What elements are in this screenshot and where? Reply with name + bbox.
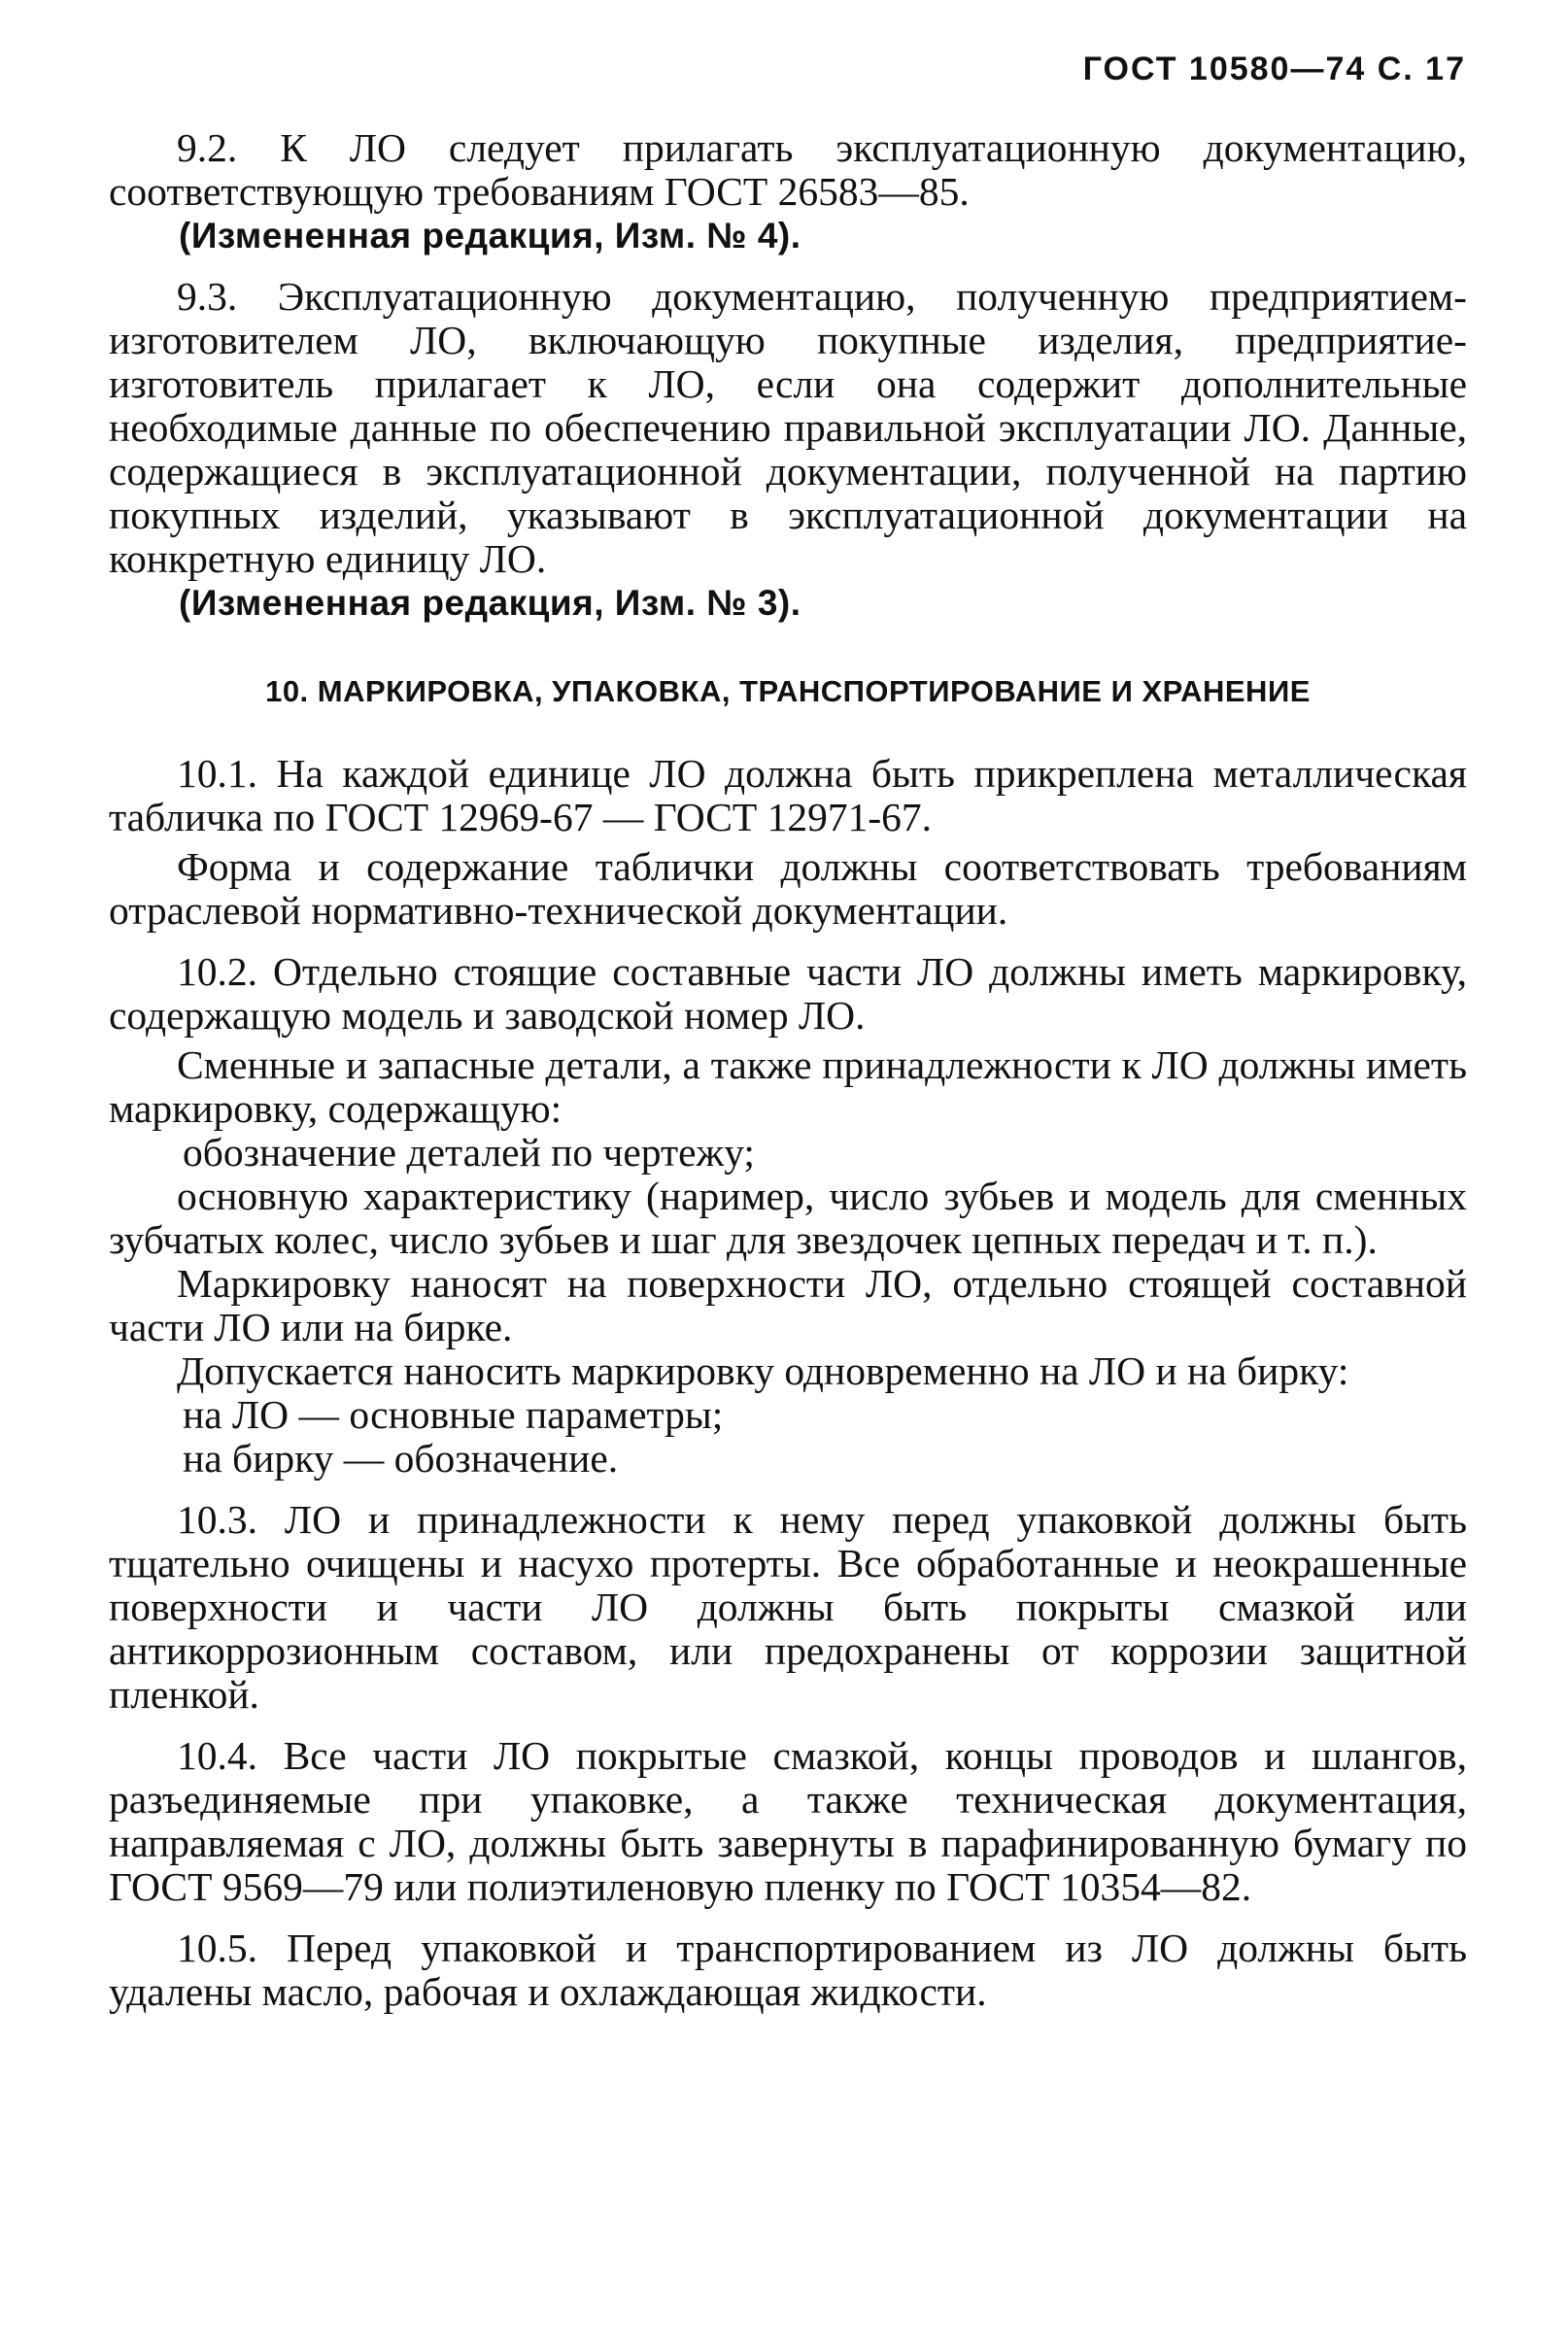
section-10-title: 10. МАРКИРОВКА, УПАКОВКА, ТРАНСПОРТИРОВАНИЕ И ХРАНЕНИЕ (265, 674, 1311, 708)
change-note-9-2: (Измененная редакция, Изм. № 4). (179, 216, 801, 256)
clause-10-2-item-parameters: на ЛО — основные параметры; (183, 1392, 724, 1437)
clause-9-2: 9.2. К ЛО следует прилагать эксплуатационную документацию, соответствующую требованиям ГОСТ 26583—85. (109, 125, 1467, 214)
clause-10-2-marking-place: Маркировку наносят на поверхности ЛО, отдельно стоящей составной части ЛО или на бирке. (109, 1261, 1467, 1349)
document-body (109, 126, 1467, 2014)
clause-10-2: 10.2. Отдельно стоящие составные части ЛО должны иметь маркировку, содержащую модель и заводской номер ЛО. (109, 949, 1467, 1038)
change-note-9-3: (Измененная редакция, Изм. № 3). (179, 583, 801, 623)
clause-10-2-item-characteristic: основную характеристику (наример, число зубьев и модель для сменных зубчатых колес, число зубьев и шаг для звездочек цепных передач и т. п.). (109, 1174, 1467, 1262)
clause-10-3: 10.3. ЛО и принадлежности к нему перед упаковкой должны быть тщательно очищены и насухо протерты. Все обработанные и неокрашенные поверхности и части ЛО должны быть покрыты смазкой или антикоррозионным составом, или предохранены от коррозии защитной пленкой. (109, 1497, 1467, 1717)
clause-10-2-item-designation: на бирку — обозначение. (183, 1436, 619, 1481)
clause-9-3: 9.3. Эксплуатационную документацию, полученную предприятием-изготовителем ЛО, включающую покупные изделия, предприятие-изготовитель прилагает к ЛО, если она содержит дополнительные необходимые данные по обеспечению правильной эксплуатации ЛО. Данные, содержащиеся в эксплуатационной документации, полученной на партию покупных изделий, указывают в эксплуатационной документации на конкретную единицу ЛО. (109, 274, 1467, 581)
clause-10-1-text: Форма и содержание таблички должны соответствовать требованиям отраслевой нормативно-технической документации. (109, 844, 1467, 933)
clause-10-2-item-drawing: обозначение деталей по чертежу; (183, 1130, 755, 1175)
clause-10-1: 10.1. На каждой единице ЛО должна быть прикреплена металлическая табличка по ГОСТ 12969-67 — ГОСТ 12971-67. (109, 751, 1467, 839)
clause-10-5: 10.5. Перед упаковкой и транспортированием из ЛО должны быть удалены масло, рабочая и охлаждающая жидкости. (109, 1926, 1467, 2014)
clause-10-4: 10.4. Все части ЛО покрытые смазкой, концы проводов и шлангов, разъединяемые при упаковке, а также техническая документация, направляемая с ЛО, должны быть завернуты в парафинированную бумагу по ГОСТ 9569—79 или полиэтиленовую пленку по ГОСТ 10354—82. (109, 1733, 1467, 1909)
clause-10-2-parts: Сменные и запасные детали, а также принадлежности к ЛО должны иметь маркировку, содержащую: (109, 1042, 1467, 1131)
running-head: ГОСТ 10580—74 С. 17 (1082, 51, 1466, 87)
clause-10-2-marking-allowed: Допускается наносить маркировку одновременно на ЛО и на бирку: (177, 1348, 1349, 1393)
